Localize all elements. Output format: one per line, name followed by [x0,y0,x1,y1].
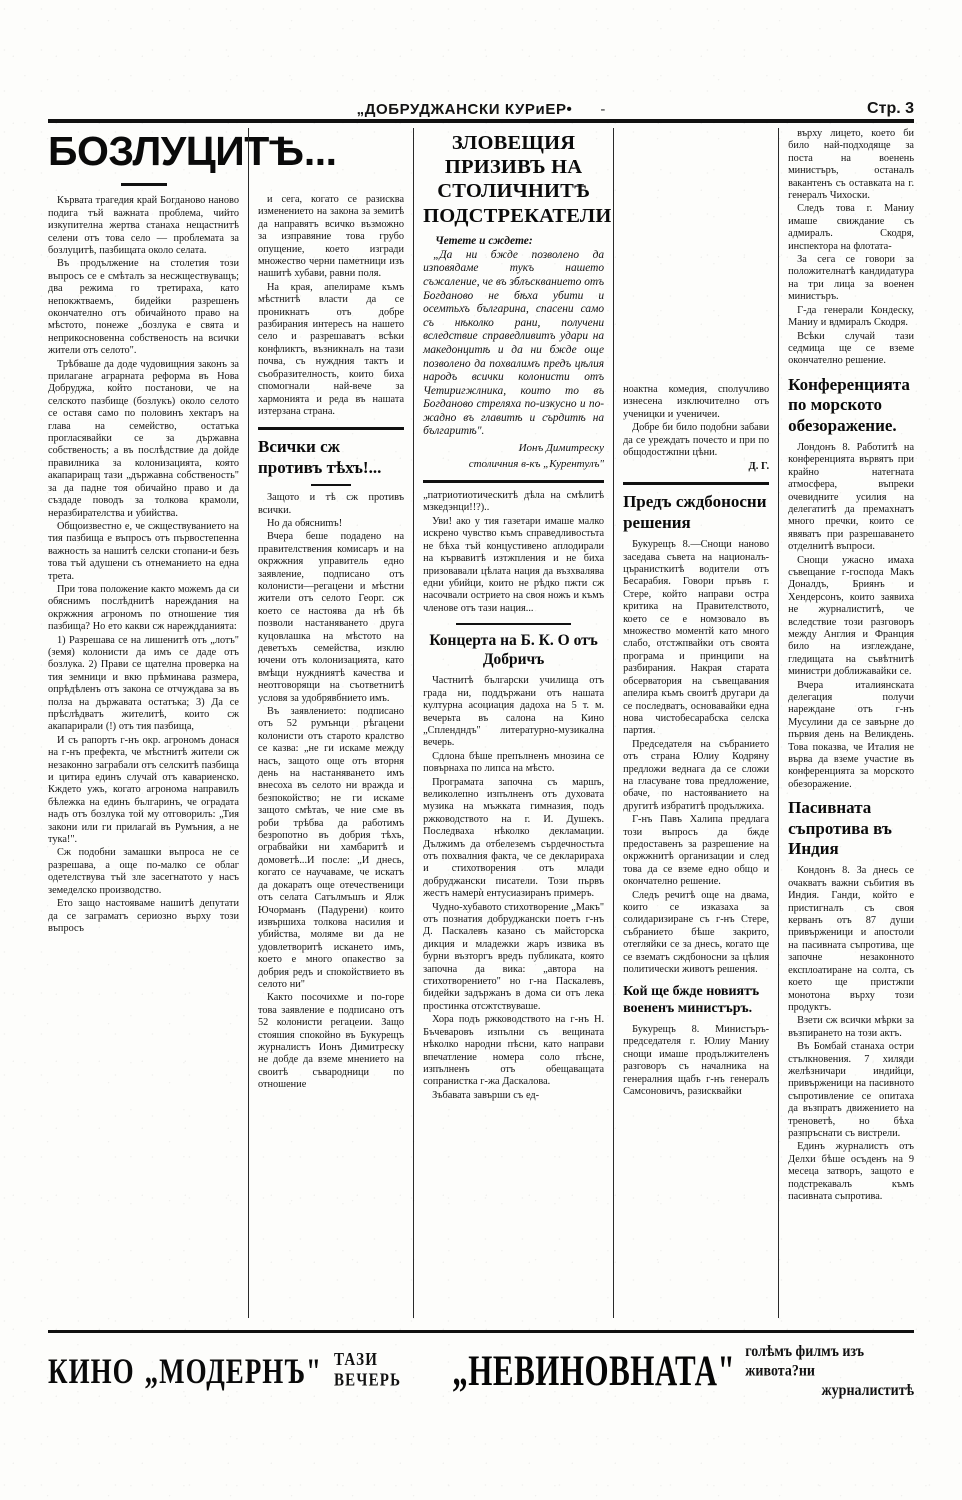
section-divider [456,623,572,625]
paragraph: Сж подобни замашки въпроса не се разрешава, а още по-малко се облаг одетелствува тъй зле засегнатото у насъ земеделско производство. [48,847,239,896]
paragraph: Въ Бомбай станаха остри стълкновения. 7 хиляди желѣзничари индийци, привърженици на пасивното съпротивление се опитаха да възпратъ движението на треноветѣ, но бѣха разпръснати съ вистрели. [788,1041,915,1139]
page-title: БОЗЛУЦИТѢ... [48,128,337,174]
column-4 [613,128,778,1318]
paragraph: Кондонъ 8. За днесь се очакватъ важни събития въ Индия. Ганди, който е пристигналъ съ своя керванъ отъ 87 души привърженици и апостоли на пасивната съпротива, ще започне незаконното експлоатиране на солта, съ което ще пристжпи монотона върху този продуктъ. [788,865,915,1013]
ad-tagline [745,1342,914,1401]
paragraph: „патриотиотическитѣ дѣла на смѣлитѣ мзкедэнци!!?).. [423,490,605,514]
section-divider [623,482,769,485]
paragraph: Частнитѣ български училища отъ града ни, поддържани отъ нашата културна асоциация дадоха на 5 т. м. вечерьта въ салона на Кино „Сплендндъ" литературно-музикална вечерь. [423,675,605,749]
paragraph: Следъ това г. Маниу имаше свиждание съ адмиралъ. Скодря, инспектора на флотата- [788,203,915,252]
paragraph: Всѣки случай тази седмица ще се вземе окончателно решение. [788,330,915,367]
section-divider [423,480,604,483]
paragraph: Вчера италиянската делегация получи нареждане отъ г-нъ Мусулини да се завърне до първия день на Великдень. Това показва, че Италия не върва да вземе участие въ конференцията за морското обезоражение. [788,679,915,790]
masthead [48,92,914,118]
paragraph: върху лицето, което би било най-подходяще за поста на военень министъръ, останалъ вакантенъ съ оставката на г. генералъ Чихоски. [788,128,915,202]
section-divider [258,427,404,430]
ad-tagline-line1: голѣмъ филмъ изъ живота?ни [745,1342,864,1380]
paragraph: Букурещъ 8. Министъръ-председателя г. Юлиу Маниу снощи имаше продължителенъ разговоръ съ началника на генералния щабъ г-нъ генералъ Самсоновичъ, разисквайки [623,1024,770,1098]
newspaper-title: „ДОБРУДЖАНСКИ КУРиЕР• [356,101,573,118]
section-heading-indiya: Пасивната съпротива въ Индия [788,798,892,859]
section-heading-konferenciata: Конференцията по морското обезоражение. [788,374,910,435]
paragraph: Г-нъ Павъ Халипа предлага този въпросъ да бжде предоставенъ за разрешение на окржжнитѣ организации и след това да се вземе едно общо и окончателно решение. [623,814,770,888]
column-2 [248,128,413,1318]
paragraph: Ето защо настояваме нашитѣ депутати да се заграматъ сериозно върху този въпросъ [48,898,239,934]
paragraph: За сега се говори за положителнатѣ кандидатура на три лица за военен министъръ. [788,254,915,303]
paragraph: При това положение както можемъ да си обяснимъ послѣднитѣ нареждания на окржжния агрономъ по отношение тия пазбища? Но ето какви сж нареждданията: [48,583,239,633]
section-heading-zloveshtia: ЗЛОВЕЩИЯ ПРИЗИВЪ НА СТОЛИЧНИТѢ ПОДСТРЕКАТЕЛИ [423,132,612,227]
heading-underline [311,484,351,486]
paragraph: Вчера беше подадено на правителствения комисаръ и на окржжния управитель едно заявление, подписано отъ колонисти—регацени и мѣстни жители отъ селото Георг. сж което се настоява да нѣ бѣ позволи настаняването друга куцовлашка на мѣстото на деветъхъ семейства, изклю ючени отъ колонизацията, като вмѣщи нуждниятѣ качества и неотговорящи на съответнитѣ условя за удобрявбнието имъ. [258,531,405,704]
paragraph: Въ продължение на столетия този въпросъ се е смѣталъ за несжществуващъ; два режима го третираха, като непокжтваемъ, бидейки разрешенъ окончателно отъ обичайното право на мѣстото, понеже „бозлука е свята и неприкосновенна собственость на всички жители отъ селото". [48,258,239,357]
paragraph: Хора подъ ржководството на г-нъ Н. Бъчеваровъ изпълни съ вещината нѣколко народни пѣсни, като направи впечатление номера соло пѣсне, изпълненъ отъ обещаващата сопранистка г-жа Даскалова. [423,1014,605,1088]
paragraph: Но да обясниmъ! [267,517,343,529]
column-3 [413,128,613,1318]
section-heading-question: Кой ще бжде новиятъ воененъ министъръ. [623,984,760,1017]
pull-quote: „Да ни бжде позволено да изповядаме тукъ нашето съжаление, че въ зблъскванието отъ Богданово не бѣха убити и осемтьхъ българина, спасени само съ нѣколко рани, получени вследствие справедливитъ удари на македонцитѣ и да ни бжде още позволено да похвалимъ предъ цѣлия народъ всички колонисти отъ Четиригжлника, които то въ Богданово стреляха по-изкусно и по-жадно въ главитѣ и сърдитѣ на българитѣ". [423,248,605,438]
ad-film-title: „НЕВИНОВНАТА" [452,1345,736,1395]
paragraph: Взети сж всички мѣрки за възпирането на този актъ. [788,1015,915,1039]
paragraph: Г-да генерали Кондеску, Маниу и вдмиралъ Скодря. [788,304,915,329]
ad-cinema-name: „МОДЕРНЪ" [144,1350,322,1391]
cinema-advertisement[interactable] [48,1340,914,1402]
author-initials: Д. Г. [748,461,770,473]
paragraph: Уви! ако у тия газетари имаше малко искрено чувство къмъ справедливостьта не бѣха тъй концустивено аплодирали на кървавитѣ изтжпления и не биха призовавали цѣлата нация да възхвалява едни убийци, които не рѣдко пжти сж насочвали острието на своя ножъ и къмъ членове отъ тази нация... [423,515,605,614]
paragraph: Председателя на събранието отъ страна Юлиу Кодряну предложи веднага да се сложи на гласуване това предложение, обаче, по настояванието на другитѣ избратитѣ продължиха. [623,738,770,812]
paragraph: Единъ журналистъ отъ Делхи бѣше осъденъ на 9 месеца затворъ, защото е подстрекавалъ къмъ пасивната съпротива. [788,1141,915,1202]
ad-tonight-label: ТАЗИ ВЕЧЕРЬ [333,1350,402,1391]
paragraph: Трѣбваше да доде чудовищния законъ за прилагане аграрната реформа въ Нова Добруджа, който постанови, че на селското пазбище (бозлукъ) около селото се оставя само по половинъ хектаръ на глава на семейство, остатъка прогласявайки се за държавна собственость; а въ послѣдствие да дойде правилника за колонизацията, която акапариращ тази „държавна собственость" за да падне тоя обичайно право и да създаде поводъ за толкова крамоли, неразбирателства и убийства. [48,358,239,519]
paragraph: На края, апелираме къмъ мѣстнитѣ власти да се проникнатъ отъ добре разбирания интересъ на нашето село и разрешаватъ всѣки конфликтъ, възникналъ на тази почва, съ нуждния тактъ и съобразителность, които биха спомогнали най-вече за хармонията и реда въ нашата изтерзана страна. [258,281,405,417]
paragraph: Сдлона бѣше препълненъ мнозина се повърнаха по липса на мѣсто. [423,750,605,775]
paragraph: Общоизвестно е, че сжществуванието на тия пазбища е въпросъ отъ първостепенна важность за нашитѣ селски стопани-и безъ това тъй адушени съ отнеманието на една трета. [48,520,239,582]
headline-divider [121,183,167,186]
paragraph: Въ заявлението: подписано отъ 52 румънци рѣгацени колонисти отъ старото кралство се казва: „не ги искаме между насъ, защото още отъ вторня день на настаняването имъ внесоха въ селото ни вражда и безпокойство; не ги искаме защото смѣтаъ, че ние сме въ роби трѣбва да работимъ безропотно въ добрия тѣхъ, ограбвайки ни хамбаритѣ и домоветѣ...И после: „И днесь, когато се научаваме, че искатъ да докаратъ още отечественици отъ селата Сатълмъшъ и Ялж Ючорманъ (Падурени) които извършиха толкова насилия и убийства, моляме ви да не удовлетворитѣ искането имъ, което е много опакество за добрия редъ и спокойствието въ селото ни" [258,706,405,990]
paragraph: Букурещъ 8.—Снощи наново заседава съвета на националъ-църанисткитѣ водители отъ Бесарабия. Говори пръвъ г. Стере, който направи остра критика на Правителството, което се е номзовало въ множество моментй като много слабо, отстжпвайки отъ своята програма и принципи на разбирания. Накрая старата обсерватория на съвещавания апелира къмъ своитѣ другари да се последватъ, основавайки една нова чистобесарабска селска партия. [623,539,770,737]
paragraph: Лондонъ 8. Работитѣ на конференцията вървятъ при крайно натегната атмосфера, въпреки очевидните усилия на делегатитѣ да премахнатъ много пречки, които се явяватъ при разрешаването отделнитѣ въпроси. [788,441,915,553]
paragraph: Кървата трагедия край Богданово наново подига тъй важната проблема, чийто изкупителна жертва станаха нещастнитѣ селени отъ това село — проблемата за бозлуцитѣ, пазбищата около селата. [48,195,239,256]
paragraph: Добре би било подобни забави да се уреждатъ почесто и при по общодостжпни цѣни. [623,422,770,459]
paragraph: И съ рапортъ г-нъ окр. агрономъ донася на г-нъ префекта, че мѣстнитѣ жители сж незаконно заграбали отъ селскитѣ пазбища и цитира единъ случай отъ кавариенско. Кждето ужъ, когато агронома направилъ бѣлежка на единъ българинъ, че оградата надъ отъ бозлука той му отговорилъ: „Тия закони или ги прилагай въ Румъния, а не тука!". [48,734,239,846]
paragraph: Както посочихме и по-горе това заявление е подписано отъ 52 колонисти регацеии. Защо стояшия спокойно въ Букурещъ журналистъ Ионъ Димитреску не добде да вземе мнението на своитѣ съвародници по отношение [258,992,405,1091]
paragraph: 1) Разрешава се на лишенитѣ отъ „лотъ" (земя) колонисти да имъ се даде отъ бозлука. 2) Прави се щателна проверка на тия земници и вкю прѣминава размера, опрѣдѣленъ отъ закона се отчуждава за въ полза на държавата остатъка; 3) Да се прѣслѣдватъ жителитѣ, които сж акапарирали (!) отъ тия пазбища, [48,634,239,733]
section-heading-vsichki: Всички сж противъ тѣхъ!... [258,437,382,477]
paragraph: и сега, когато се разисква изменението на закона за земитѣ да направятъ всичко възможно за изправяние това грубо опущение, което изгради множество черни паметници изъ нашитѣ хубави, равни поля. [258,194,405,280]
page-number: Стр. 3 [867,100,914,117]
paragraph: Снощи ужасно имаха съвещание г-господа Макъ Доналдъ, Бриянъ и Хендерсонъ, които заявиха не журналиститѣ, че вследствие този разговоръ между Англия и Франция било на изглеждане, гледищата на съвѣтнитѣ министри доближавайки се. [788,554,915,678]
paragraph: Чудно-хубавото стихотворение „Макъ" отъ познатия добруджански поетъ г-нъ Д. Паскалевъ казано съ майсторска дикция и младежки жаръ извика въ бурни възторгъ вредъ публиката, която започна да вика: „автора на стихотворението" но г-на Паскалевъ, бидейки задържанъ в дома си отъ лека простинка отсжтствуваше. [423,901,605,1012]
advertisement-divider [48,1330,914,1333]
paragraph: Програмата започна съ маршъ, великолепно изпълненъ отъ духовата музика на мъжката гимназия, подъ ржководството на г. И. Душекъ. Последваха нѣколко декламации. Дължимъ да отбелеземъ сърдечностьта отъ похвалния факта, че се декларираха и стихотворения отъ млади добруджански писатели. Този първъ жестъ намерѝ ентусиазиранъ примеръ. [423,776,605,900]
column-5 [778,128,914,1318]
column-grid [48,128,914,1318]
quote-author: Ионъ Димитреску [518,442,605,455]
section-heading-predv: Предъ сждбоносни решения [623,492,767,532]
section-heading-koncerta: Концерта на Б. К. О отъ Добричъ [429,632,598,668]
paragraph: ноактна комедия, сполучливо изнесена изключително отъ ученицки и ученичеи. [623,384,770,420]
lead-in-text: Четете и сждете: [435,234,533,247]
paragraph: Следъ речитѣ още на двама, които се изказаха за солидаризиране съ г-нъ Стере, събранието бѣше закрито, отегляйки се за днесь, когато ще се взематъ сждбоносни за цѣлия политически животъ решения. [623,889,770,976]
ad-kino-label: КИНО [48,1350,135,1391]
paragraph: Зъбавата завърши съ ед- [432,1089,540,1101]
quote-source: столичния в-къ „Курентулъ" [468,458,605,471]
paragraph: Защото и тѣ сж противъ всички. [258,492,405,516]
masthead-dash: - [600,101,606,118]
ad-tagline-line2: журналиститѣ [821,1381,914,1400]
masthead-rule [48,119,914,123]
